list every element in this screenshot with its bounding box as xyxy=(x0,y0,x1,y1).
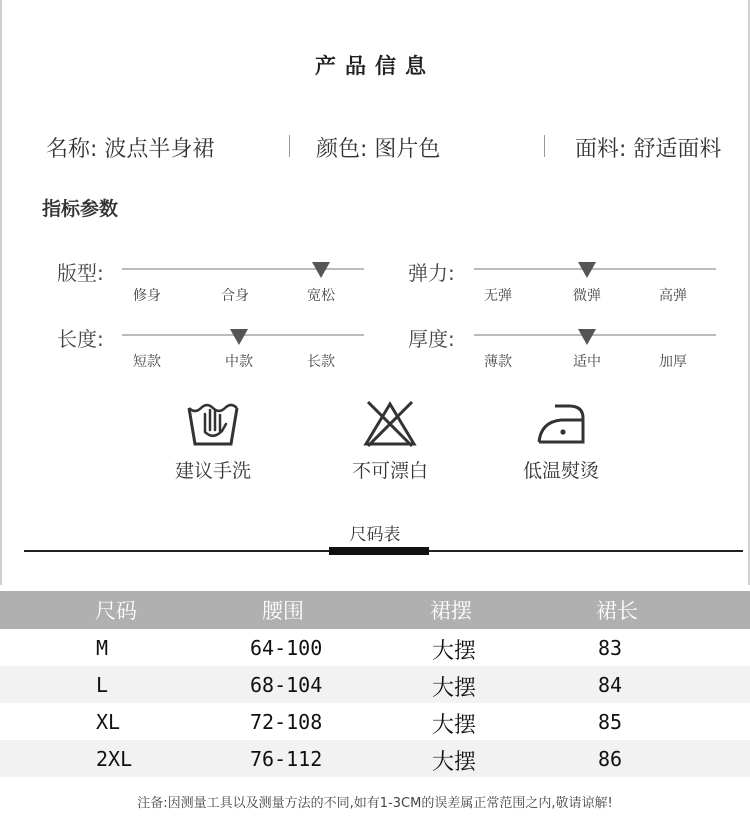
info-separator xyxy=(289,135,290,157)
measurement-note: 注备:因测量工具以及测量方法的不同,如有1-3CM的误差属正常范围之内,敬请谅解! xyxy=(137,796,613,811)
hem-cell: 大摆 xyxy=(432,676,477,701)
care-item-no-bleach xyxy=(320,398,460,483)
product-info-row xyxy=(0,132,750,164)
param-label: 版型: xyxy=(57,261,104,285)
length-cell: 86 xyxy=(598,747,623,771)
length-cell: 83 xyxy=(598,636,623,660)
selected-marker-icon xyxy=(578,329,596,345)
selected-marker-icon xyxy=(312,262,330,278)
table-row xyxy=(0,666,750,703)
size-cell: 2XL xyxy=(96,747,133,771)
size-cell: XL xyxy=(96,710,121,734)
option-label: 无弹 xyxy=(484,288,512,304)
no-bleach-icon xyxy=(362,398,418,448)
info-separator xyxy=(544,135,545,157)
title-accent-bar xyxy=(329,547,429,555)
hem-cell: 大摆 xyxy=(432,639,477,664)
size-cell: L xyxy=(96,673,109,697)
option-label: 高弹 xyxy=(659,288,687,304)
param-label: 厚度: xyxy=(408,327,455,351)
product-color: 颜色: 图片色 xyxy=(316,137,441,162)
waist-cell: 76-112 xyxy=(250,747,323,771)
section-label: 指标参数 xyxy=(42,198,119,220)
care-label: 建议手洗 xyxy=(174,460,251,482)
care-item-hand-wash xyxy=(143,398,283,483)
selected-marker-icon xyxy=(578,262,596,278)
param-label: 长度: xyxy=(57,327,104,351)
care-item-low-iron xyxy=(491,398,631,483)
page-title: 产品信息 xyxy=(315,54,435,78)
care-label: 低温熨烫 xyxy=(522,460,599,482)
option-label: 合身 xyxy=(221,288,249,304)
option-label: 微弹 xyxy=(573,288,601,304)
table-row xyxy=(0,629,750,666)
option-label: 宽松 xyxy=(307,288,335,304)
column-header: 腰围 xyxy=(262,599,304,623)
table-row xyxy=(0,740,750,777)
column-header: 裙长 xyxy=(596,599,638,623)
waist-cell: 72-108 xyxy=(250,710,323,734)
low-iron-icon xyxy=(533,398,589,448)
option-label: 加厚 xyxy=(659,354,687,370)
option-label: 短款 xyxy=(133,354,161,370)
length-cell: 85 xyxy=(598,710,623,734)
size-chart-title: 尺码表 xyxy=(349,525,401,545)
waist-cell: 68-104 xyxy=(250,673,323,697)
size-table xyxy=(0,591,750,777)
table-row xyxy=(0,703,750,740)
column-header: 裙摆 xyxy=(430,599,472,623)
selected-marker-icon xyxy=(230,329,248,345)
frame-left-border xyxy=(0,0,2,585)
option-label: 修身 xyxy=(133,288,161,304)
product-fabric: 面料: 舒适面料 xyxy=(575,137,722,162)
column-header: 尺码 xyxy=(95,599,137,623)
size-cell: M xyxy=(96,636,109,660)
option-label: 长款 xyxy=(307,354,335,370)
hem-cell: 大摆 xyxy=(432,713,477,738)
product-name: 名称: 波点半身裙 xyxy=(46,137,215,162)
option-label: 适中 xyxy=(573,354,601,370)
length-cell: 84 xyxy=(598,673,623,697)
hem-cell: 大摆 xyxy=(432,750,477,775)
waist-cell: 64-100 xyxy=(250,636,323,660)
option-label: 中款 xyxy=(225,354,253,370)
table-header xyxy=(0,591,750,629)
param-label: 弹力: xyxy=(408,261,455,285)
option-label: 薄款 xyxy=(484,354,512,370)
care-label: 不可漂白 xyxy=(351,460,428,482)
hand-wash-icon xyxy=(185,398,241,448)
